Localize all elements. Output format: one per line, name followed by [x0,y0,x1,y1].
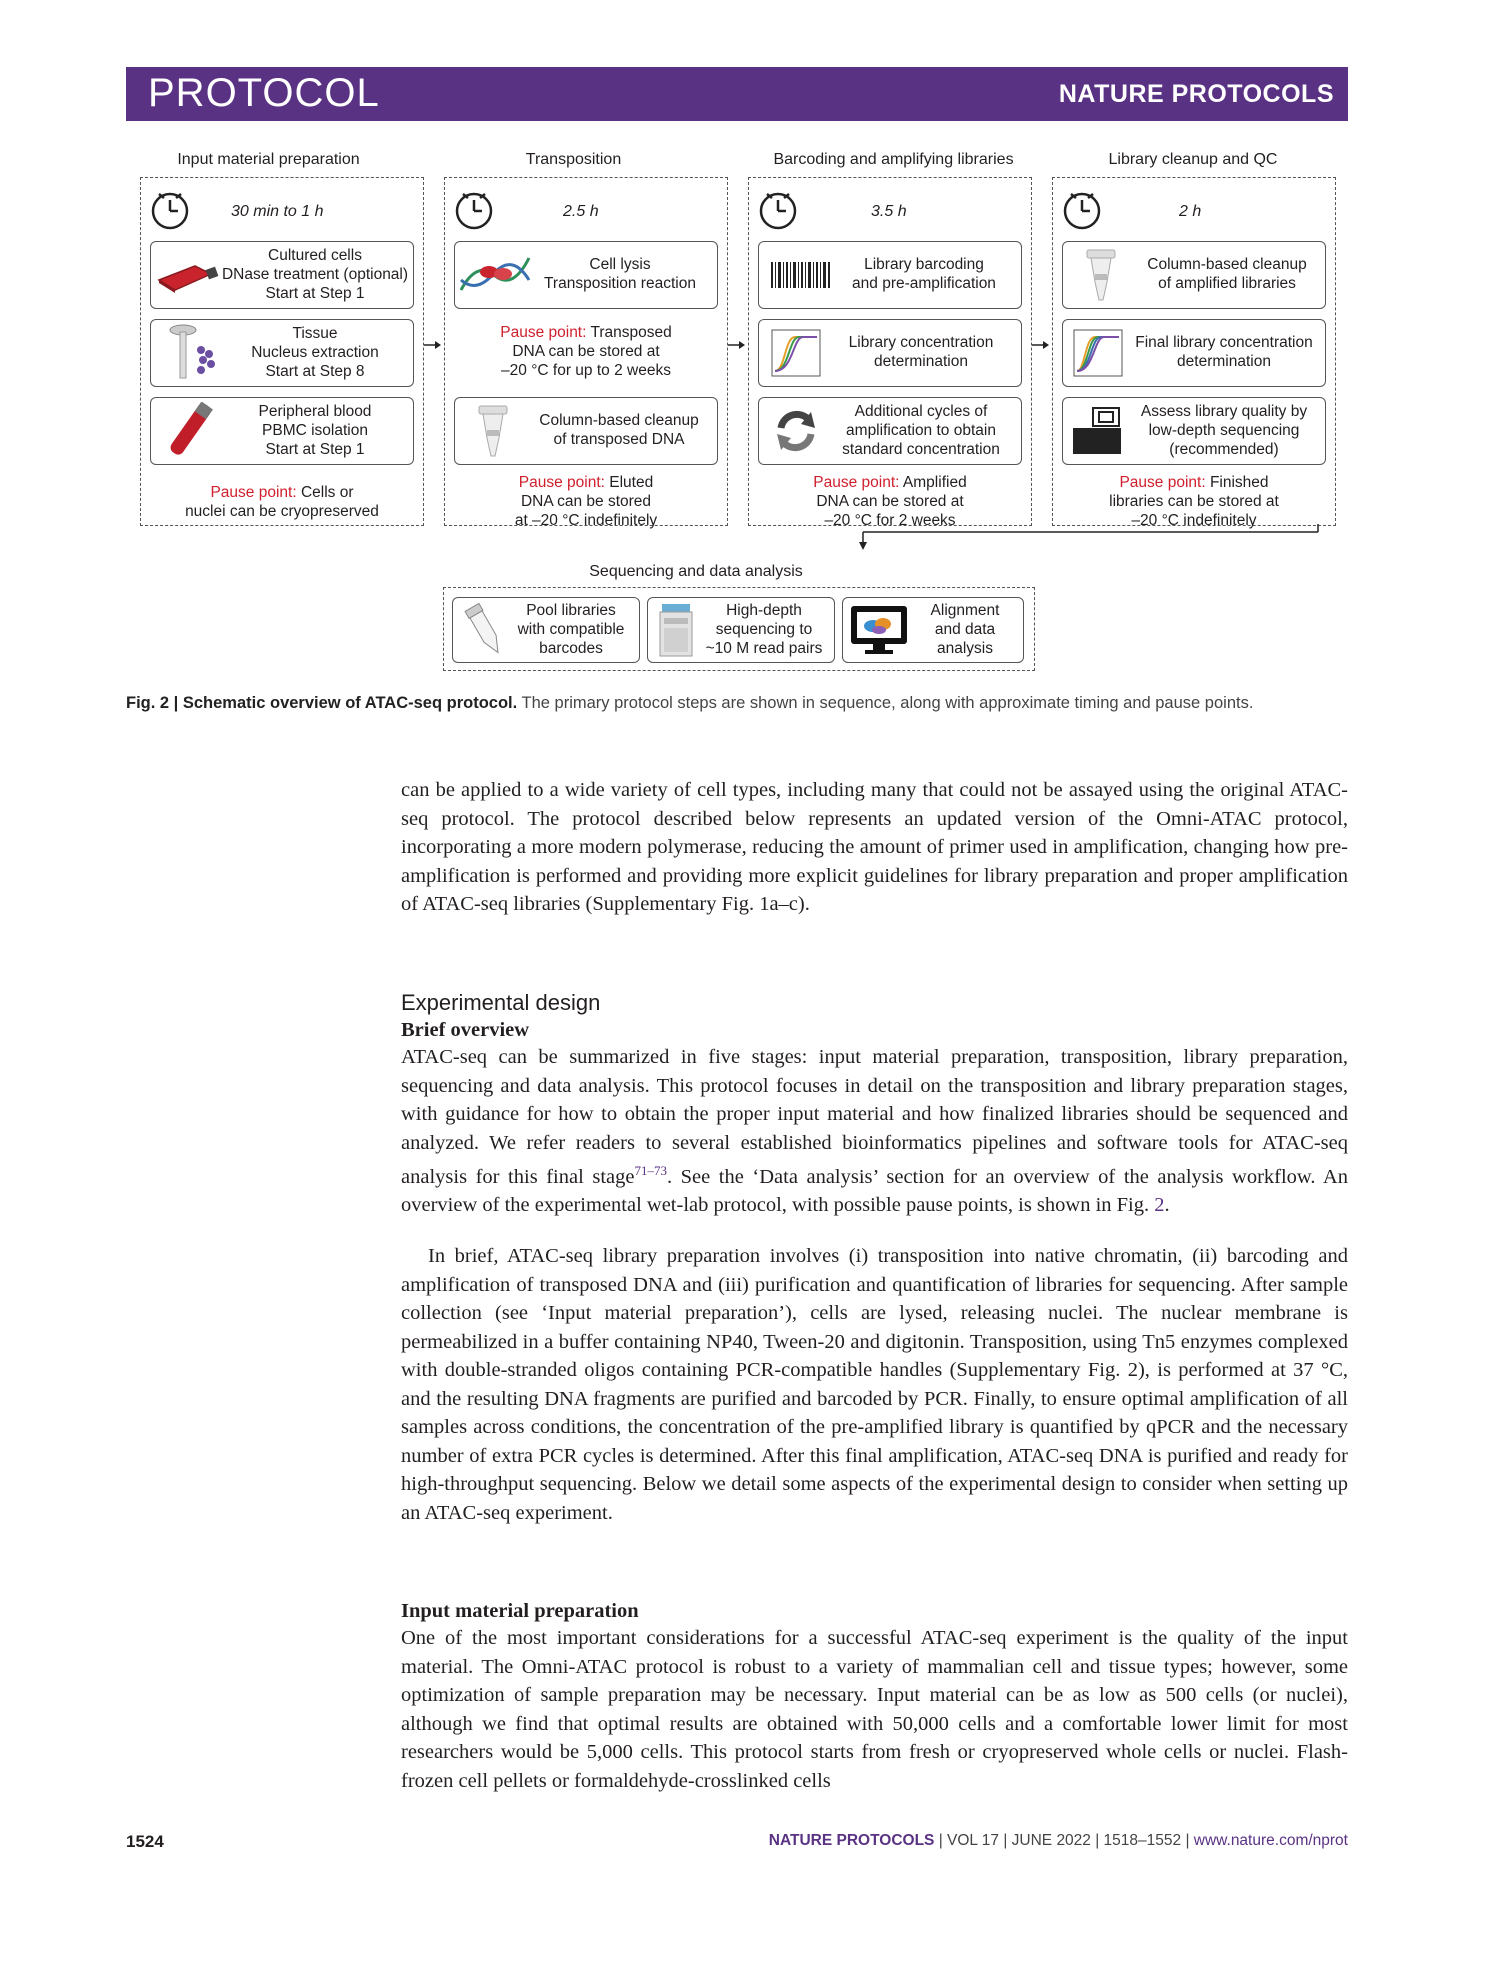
footer-details: | VOL 17 | JUNE 2022 | 1518–1552 | [934,1832,1194,1849]
stage-sequencing [443,587,1035,671]
stage-title-cleanup: Library cleanup and QC [1108,151,1278,168]
paragraph-3: In brief, ATAC-seq library preparation involves (i) transposition into native chromatin, (ii) barcoding and amplification of transposed DNA and (iii) purification and quantification of libraries for sequencing. After sample collection (see ‘Input material preparation’), cells are lysed, releasing nuclei. The nuclear membrane is permeabilized in a buffer containing NP40, Tween-20 and digitonin. Transposition, using Tn5 enzymes complexed with double-stranded oligos containing PCR-compatible handles (Supplementary Fig. 2), is performed at 37 °C, and the resulting DNA fragments are purified and barcoded by PCR. Finally, to ensure optimal amplification of all samples across conditions, the concentration of the pre-amplified library is quantified by qPCR and the necessary number of extra PCR cycles is determined. After this final amplification, ATAC-seq DNA is purified and ready for high-throughput sequencing. Below we detail some aspects of the experimental design to consider when setting up an ATAC-seq experiment. [401,1245,1348,1524]
pause-text: Transposed [586,324,672,341]
pause-point [1053,473,1335,530]
pause-text: DNA can be stored at [512,343,660,360]
section-label: PROTOCOL [148,71,380,115]
step-line: with compatible [517,621,625,638]
tube-icon [461,602,509,658]
step-line: standard concentration [842,441,1000,458]
qpcr-curve-icon [1073,329,1123,377]
caption-label: Fig. 2 | Schematic overview of ATAC-seq protocol. [126,694,518,712]
step-line: Start at Step 1 [265,285,365,302]
step-assess-quality [1062,397,1326,465]
footer-journal: NATURE PROTOCOLS [768,1832,935,1849]
stage-title-sequencing: Sequencing and data analysis [589,563,803,580]
pause-text: nuclei can be cryopreserved [185,503,379,520]
pause-text: –20 °C indefinitely [1131,512,1257,529]
arrow-right-icon [1031,338,1051,352]
hiseq-icon [658,602,694,658]
step-text [823,402,1019,459]
step-text [829,255,1019,293]
step-line: Column-based cleanup [1147,256,1307,273]
figure-link[interactable]: 2 [1154,1194,1165,1217]
figure-2-schematic [126,140,1348,700]
step-peripheral-blood [150,397,414,465]
step-line: Transposition reaction [544,275,696,292]
step-alignment [842,597,1024,663]
timing-label: 2 h [1179,203,1202,220]
arrow-right-icon [727,338,747,352]
step-line: Cell lysis [589,256,651,273]
step-line: determination [874,353,968,370]
step-line: Cultured cells [268,247,362,264]
step-line: of transposed DNA [553,431,685,448]
pause-label: Pause point: [518,474,605,491]
paragraph-text: . See the ‘Data analysis’ section for an overview of the analysis workflow. An overview of the experimental wet-lab protocol, with possible pause points, is shown in Fig. [401,1165,1348,1217]
flask-icon [155,256,221,296]
step-line: ~10 M read pairs [705,640,823,657]
qpcr-curve-icon [771,329,821,377]
step-text [823,333,1019,371]
step-line: sequencing to [715,621,813,638]
stage-input-material [140,177,424,526]
transposase-icon [459,250,531,300]
pause-text: at –20 °C indefinitely [514,512,658,529]
step-cell-lysis [454,241,718,309]
computer-icon [849,604,909,656]
pause-text: Amplified [899,474,967,491]
step-line: low-depth sequencing [1148,422,1300,439]
step-line: of amplified libraries [1158,275,1296,292]
step-column-cleanup-amplified [1062,241,1326,309]
step-line: amplification to obtain [846,422,996,439]
paragraph-text: ATAC-seq can be summarized in five stages: input material preparation, transposition, library preparation, sequencing and data analysis. This protocol focuses in detail on the transposition and library preparation stages, with guidance for how to obtain the proper input material and how finalized libraries should be sequenced and analyzed. We refer readers to several established bioinformatics pipelines and software tools for ATAC-seq analysis for this final stage [401,1046,1348,1188]
barcode-icon [771,262,831,288]
step-line: analysis [937,640,993,657]
pause-text: –20 °C for 2 weeks [824,512,956,529]
stage-barcoding [748,177,1032,529]
step-line: Assess library quality by [1140,403,1308,420]
subsection-heading: Brief overview [401,1019,530,1041]
step-text [1123,333,1325,371]
page-header-bar [126,67,1348,121]
sequencer-icon [1071,406,1123,456]
pause-label: Pause point: [500,324,587,341]
column-icon [1081,248,1121,304]
caption-text: The primary protocol steps are shown in sequence, along with approximate timing and pause points. [517,694,1254,712]
pause-text: DNA can be stored [520,493,652,510]
step-line: Tissue [292,325,338,342]
connector-arrow [726,524,1326,554]
blood-tube-icon [165,402,215,460]
step-line: Library barcoding [864,256,984,273]
footer-citation [769,1832,1348,1850]
step-line: determination [1177,353,1271,370]
reference-link[interactable]: 71–73 [634,1163,667,1178]
step-line: Peripheral blood [258,403,372,420]
step-additional-cycles [758,397,1022,465]
step-line: PBMC isolation [262,422,368,439]
step-line: Final library concentration [1135,334,1313,351]
step-line: Start at Step 1 [265,441,365,458]
stage-title-barcoding: Barcoding and amplifying libraries [773,151,1014,168]
step-line: (recommended) [1169,441,1279,458]
step-line: High-depth [726,602,802,619]
pause-label: Pause point: [813,474,900,491]
pause-text: DNA can be stored at [816,493,964,510]
step-library-concentration [758,319,1022,387]
section-heading: Experimental design [401,990,601,1015]
pause-point-mid [445,323,727,380]
step-text [503,601,639,658]
step-line: Nucleus extraction [251,344,379,361]
paragraph-text: . [1164,1194,1170,1217]
journal-label: NATURE PROTOCOLS [1058,80,1334,108]
step-text [1123,402,1325,459]
step-line: Column-based cleanup [539,412,699,429]
pause-label: Pause point: [1119,474,1206,491]
step-line: barcodes [539,640,603,657]
step-final-concentration [1062,319,1326,387]
column-icon [473,404,513,460]
footer-url-link[interactable]: www.nature.com/nprot [1193,1832,1348,1849]
cycle-arrows-icon [773,408,819,454]
step-text [215,402,415,459]
step-line: Alignment [930,602,1000,619]
step-tissue [150,319,414,387]
step-line: Library concentration [848,334,994,351]
pause-text: Eluted [604,474,654,491]
step-text [909,601,1021,658]
step-text [521,411,717,449]
clock-icon [758,190,798,230]
step-text [694,601,834,658]
tissue-pestle-icon [161,324,217,382]
pause-label: Pause point: [210,484,297,501]
step-line: Start at Step 8 [265,363,365,380]
step-text [525,255,715,293]
pause-text: libraries can be stored at [1109,493,1279,510]
clock-icon [150,190,190,230]
timing-label: 2.5 h [563,203,599,220]
step-column-cleanup [454,397,718,465]
step-line: and data [934,621,996,638]
pause-text: –20 °C for up to 2 weeks [501,362,671,379]
paragraph-4: One of the most important considerations for a successful ATAC-seq experiment is the quality of the input material. The Omni-ATAC protocol is robust to a variety of mammalian cell and tissue types; however, some optimization of sample preparation may be necessary. Input material can be as low as 500 cells (or nuclei), although we find that optimal results are obtained with 50,000 cells and a comfortable lower limit for most researchers would be 5,000 cells. This protocol starts from fresh or cryopreserved whole cells or nuclei. Flash-frozen cell pellets or formaldehyde-crosslinked cells [401,1627,1348,1792]
stage-cleanup-qc [1052,177,1336,529]
arrow-right-icon [423,338,443,352]
pause-point [141,483,423,521]
pause-point [445,473,727,530]
step-line: DNase treatment (optional) [221,266,409,283]
clock-icon [1062,190,1102,230]
figure-caption [126,692,1348,715]
step-high-depth-sequencing [647,597,835,663]
pause-text: Finished [1205,474,1269,491]
step-line: Pool libraries [526,602,616,619]
step-line: Additional cycles of [854,403,988,420]
timing-label: 30 min to 1 h [231,203,324,220]
pause-text: Cells or [296,484,354,501]
timing-label: 3.5 h [871,203,907,220]
step-library-barcoding [758,241,1022,309]
paragraph-1: can be applied to a wide variety of cell types, including many that could not be assayed using the original ATAC-seq protocol. The protocol described below represents an updated version of the Omni-ATAC protocol, incorporating a more modern polymerase, reducing the amount of primer used in amplification, changing how pre-amplification is performed and providing more explicit guidelines for library preparation and proper amplification of ATAC-seq libraries (Supplementary Fig. 1a–c). [401,779,1348,915]
stage-title-transposition: Transposition [525,151,622,168]
stage-title-input: Input material preparation [177,151,360,168]
step-text [215,324,415,381]
clock-icon [454,190,494,230]
stage-transposition [444,177,728,529]
paragraph-2 [401,1043,1348,1220]
step-text [1129,255,1325,293]
step-line: and pre-amplification [852,275,996,292]
step-cultured-cells [150,241,414,309]
subsection-heading: Input material preparation [401,1600,639,1622]
step-text [215,246,415,303]
page-number: 1524 [126,1832,164,1851]
pause-point [749,473,1031,530]
step-pool-libraries [452,597,640,663]
